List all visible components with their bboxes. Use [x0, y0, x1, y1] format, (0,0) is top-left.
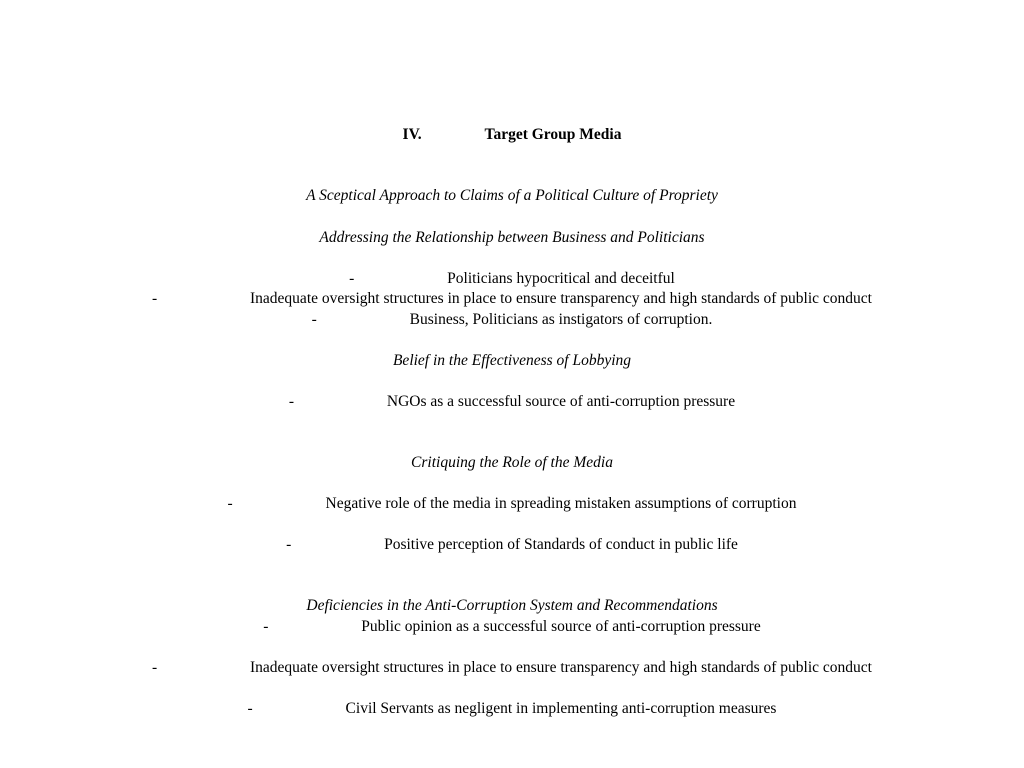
- list-item-text: Public opinion as a successful source of anti-corruption pressure: [361, 618, 761, 635]
- bullet-dash: -: [152, 659, 158, 676]
- list-item-text: Business, Politicians as instigators of corruption.: [409, 311, 713, 328]
- bullet-dash: -: [286, 536, 292, 553]
- bullet-dash: -: [227, 495, 233, 512]
- list-item: [0, 392, 1024, 412]
- bullet-dash: -: [349, 270, 355, 287]
- list-item: [0, 699, 1024, 719]
- subheading-lobbying: Belief in the Effectiveness of Lobbying: [392, 352, 632, 369]
- list-item-text: Negative role of the media in spreading mistaken assumptions of corruption: [325, 495, 797, 512]
- list-item-text: NGOs as a successful source of anti-corruption pressure: [386, 393, 736, 410]
- list-item: [0, 658, 1024, 678]
- list-item: [0, 494, 1024, 514]
- bullet-dash: -: [152, 290, 158, 307]
- list-item: [0, 535, 1024, 555]
- list-item: [0, 310, 1024, 330]
- list-item: [0, 617, 1024, 637]
- bullet-dash: -: [288, 393, 295, 410]
- section-title: Target Group Media: [484, 126, 622, 143]
- subheading-business-politicians: Addressing the Relationship between Business and Politicians: [319, 229, 705, 246]
- list-item: [0, 269, 1024, 289]
- section-number: IV.: [402, 126, 422, 143]
- list-item: [0, 289, 1024, 309]
- section-heading: [0, 125, 1024, 145]
- list-item-text: Civil Servants as negligent in implementing anti-corruption measures: [345, 700, 777, 717]
- bullet-dash: -: [247, 700, 253, 717]
- subheading-sceptical-approach: A Sceptical Approach to Claims of a Political Culture of Propriety: [306, 187, 718, 204]
- list-item-text: Positive perception of Standards of conduct in public life: [384, 536, 738, 553]
- list-item-text: Inadequate oversight structures in place to ensure transparency and high standards of public conduct: [250, 290, 872, 307]
- subheading-deficiencies: Deficiencies in the Anti-Corruption System and Recommendations: [306, 597, 718, 614]
- list-item-text: Politicians hypocritical and deceitful: [447, 270, 675, 287]
- bullet-dash: -: [263, 618, 269, 635]
- subheading-role-of-media: Critiquing the Role of the Media: [411, 454, 613, 471]
- bullet-dash: -: [311, 311, 317, 328]
- list-item-text: Inadequate oversight structures in place to ensure transparency and high standards of public conduct: [250, 659, 872, 676]
